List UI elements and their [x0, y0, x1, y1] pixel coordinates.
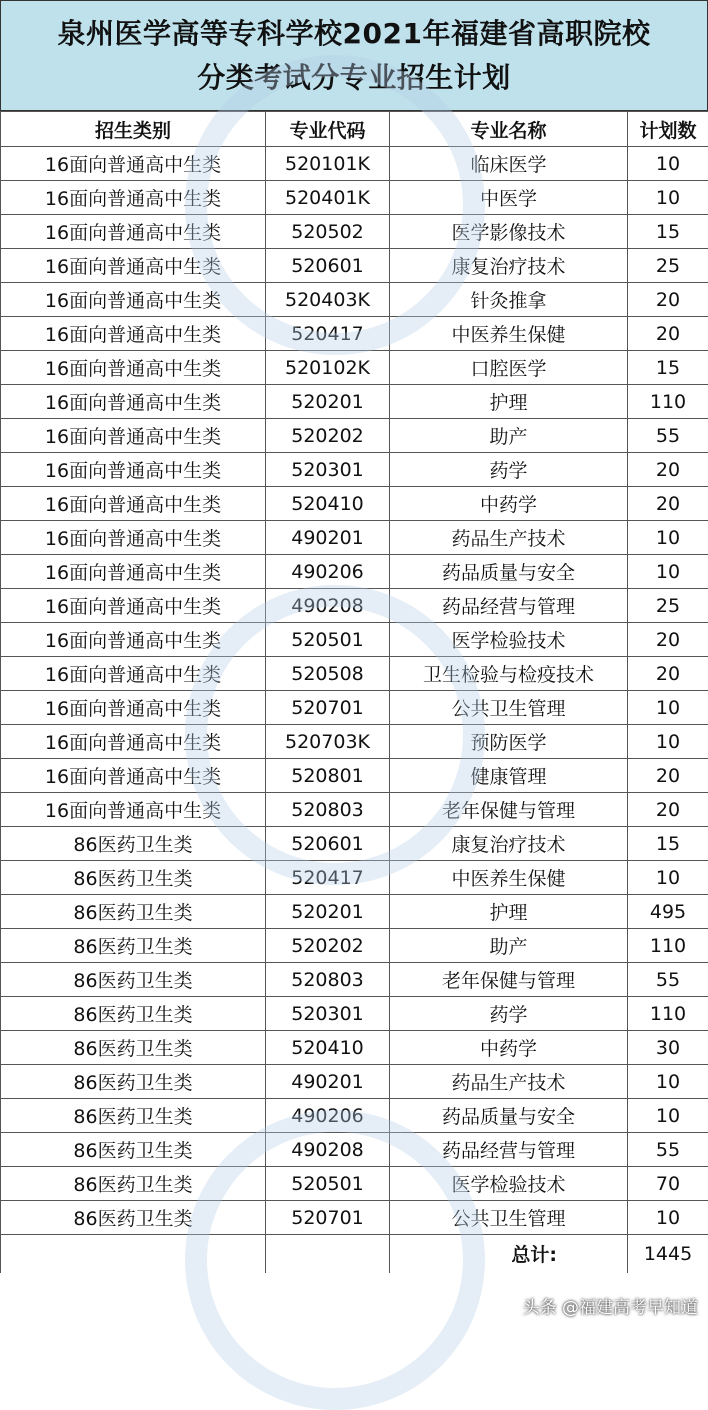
cell-major: 预防医学	[390, 725, 628, 759]
header-major: 专业名称	[390, 112, 628, 147]
document-title	[0, 0, 708, 111]
cell-code: 520202	[266, 929, 390, 963]
cell-category: 86医药卫生类	[1, 827, 266, 861]
cell-category: 16面向普通高中生类	[1, 147, 266, 181]
total-label: 总计:	[390, 1235, 628, 1273]
cell-plan-count: 10	[628, 1099, 708, 1133]
cell-category: 86医药卫生类	[1, 895, 266, 929]
title-line-2: 分类考试分专业招生计划	[197, 56, 511, 100]
cell-major: 临床医学	[390, 147, 628, 181]
table-row	[1, 215, 708, 249]
cell-code: 520601	[266, 249, 390, 283]
total-empty-1	[1, 1235, 266, 1273]
cell-plan-count: 55	[628, 419, 708, 453]
total-value: 1445	[628, 1235, 708, 1273]
cell-code: 520701	[266, 691, 390, 725]
cell-category: 86医药卫生类	[1, 1133, 266, 1167]
cell-category: 16面向普通高中生类	[1, 759, 266, 793]
cell-code: 520703K	[266, 725, 390, 759]
cell-major: 药学	[390, 997, 628, 1031]
cell-plan-count: 10	[628, 725, 708, 759]
cell-plan-count: 10	[628, 555, 708, 589]
cell-major: 老年保健与管理	[390, 793, 628, 827]
cell-major: 药品经营与管理	[390, 1133, 628, 1167]
cell-major: 口腔医学	[390, 351, 628, 385]
table-row	[1, 453, 708, 487]
cell-major: 健康管理	[390, 759, 628, 793]
table-row	[1, 181, 708, 215]
cell-plan-count: 20	[628, 317, 708, 351]
cell-plan-count: 110	[628, 929, 708, 963]
cell-code: 490206	[266, 555, 390, 589]
cell-category: 16面向普通高中生类	[1, 725, 266, 759]
cell-major: 医学影像技术	[390, 215, 628, 249]
cell-plan-count: 20	[628, 487, 708, 521]
cell-major: 中医学	[390, 181, 628, 215]
table-row	[1, 249, 708, 283]
cell-plan-count: 10	[628, 181, 708, 215]
cell-major: 公共卫生管理	[390, 1201, 628, 1235]
cell-code: 520501	[266, 1167, 390, 1201]
cell-code: 490201	[266, 1065, 390, 1099]
cell-code: 520410	[266, 1031, 390, 1065]
cell-plan-count: 25	[628, 249, 708, 283]
cell-plan-count: 15	[628, 827, 708, 861]
cell-plan-count: 10	[628, 147, 708, 181]
table-row	[1, 691, 708, 725]
table-row	[1, 657, 708, 691]
table-row	[1, 487, 708, 521]
table-row	[1, 929, 708, 963]
cell-category: 16面向普通高中生类	[1, 623, 266, 657]
cell-major: 助产	[390, 929, 628, 963]
table-row	[1, 725, 708, 759]
cell-plan-count: 10	[628, 861, 708, 895]
cell-major: 卫生检验与检疫技术	[390, 657, 628, 691]
cell-code: 520403K	[266, 283, 390, 317]
cell-major: 药品经营与管理	[390, 589, 628, 623]
cell-category: 86医药卫生类	[1, 997, 266, 1031]
cell-category: 16面向普通高中生类	[1, 283, 266, 317]
table-row	[1, 283, 708, 317]
cell-major: 护理	[390, 895, 628, 929]
cell-code: 520301	[266, 453, 390, 487]
cell-code: 490201	[266, 521, 390, 555]
cell-plan-count: 25	[628, 589, 708, 623]
cell-category: 16面向普通高中生类	[1, 521, 266, 555]
cell-major: 康复治疗技术	[390, 249, 628, 283]
cell-category: 86医药卫生类	[1, 963, 266, 997]
cell-plan-count: 10	[628, 521, 708, 555]
cell-major: 康复治疗技术	[390, 827, 628, 861]
cell-code: 520501	[266, 623, 390, 657]
cell-major: 医学检验技术	[390, 1167, 628, 1201]
cell-plan-count: 110	[628, 385, 708, 419]
cell-plan-count: 20	[628, 453, 708, 487]
cell-category: 16面向普通高中生类	[1, 589, 266, 623]
cell-plan-count: 20	[628, 657, 708, 691]
cell-code: 520502	[266, 215, 390, 249]
header-plan-count: 计划数	[628, 112, 708, 147]
cell-category: 86医药卫生类	[1, 1201, 266, 1235]
cell-plan-count: 55	[628, 1133, 708, 1167]
table-row	[1, 419, 708, 453]
cell-code: 520401K	[266, 181, 390, 215]
cell-major: 中药学	[390, 1031, 628, 1065]
total-row	[1, 1235, 708, 1273]
table-row	[1, 1065, 708, 1099]
cell-plan-count: 55	[628, 963, 708, 997]
table-row	[1, 827, 708, 861]
cell-code: 520803	[266, 793, 390, 827]
cell-plan-count: 20	[628, 793, 708, 827]
cell-plan-count: 15	[628, 215, 708, 249]
cell-major: 药学	[390, 453, 628, 487]
table-row	[1, 351, 708, 385]
cell-code: 490206	[266, 1099, 390, 1133]
title-line-1: 泉州医学高等专科学校2021年福建省高职院校	[58, 12, 651, 56]
cell-plan-count: 20	[628, 283, 708, 317]
cell-category: 16面向普通高中生类	[1, 657, 266, 691]
cell-category: 16面向普通高中生类	[1, 419, 266, 453]
table-row	[1, 759, 708, 793]
cell-code: 520201	[266, 385, 390, 419]
cell-category: 16面向普通高中生类	[1, 793, 266, 827]
table-row	[1, 555, 708, 589]
table-row	[1, 793, 708, 827]
table-row	[1, 895, 708, 929]
table-row	[1, 1167, 708, 1201]
cell-plan-count: 20	[628, 759, 708, 793]
cell-plan-count: 495	[628, 895, 708, 929]
cell-code: 520801	[266, 759, 390, 793]
cell-plan-count: 10	[628, 1065, 708, 1099]
cell-category: 86医药卫生类	[1, 1031, 266, 1065]
cell-plan-count: 10	[628, 691, 708, 725]
cell-category: 86医药卫生类	[1, 861, 266, 895]
cell-major: 中药学	[390, 487, 628, 521]
cell-code: 520701	[266, 1201, 390, 1235]
cell-code: 520417	[266, 861, 390, 895]
cell-category: 16面向普通高中生类	[1, 453, 266, 487]
cell-code: 490208	[266, 1133, 390, 1167]
cell-code: 520102K	[266, 351, 390, 385]
cell-major: 针灸推拿	[390, 283, 628, 317]
cell-category: 16面向普通高中生类	[1, 351, 266, 385]
header-code: 专业代码	[266, 112, 390, 147]
cell-category: 16面向普通高中生类	[1, 555, 266, 589]
cell-code: 520410	[266, 487, 390, 521]
table-row	[1, 1133, 708, 1167]
cell-category: 16面向普通高中生类	[1, 487, 266, 521]
cell-category: 86医药卫生类	[1, 1099, 266, 1133]
table-row	[1, 997, 708, 1031]
footer-credit: 头条 @福建高考早知道	[523, 1293, 698, 1318]
cell-category: 86医药卫生类	[1, 1065, 266, 1099]
table-row	[1, 317, 708, 351]
table-row	[1, 1201, 708, 1235]
cell-major: 护理	[390, 385, 628, 419]
table-row	[1, 385, 708, 419]
cell-code: 520601	[266, 827, 390, 861]
cell-code: 520417	[266, 317, 390, 351]
cell-category: 16面向普通高中生类	[1, 317, 266, 351]
cell-major: 医学检验技术	[390, 623, 628, 657]
cell-category: 16面向普通高中生类	[1, 249, 266, 283]
table-row	[1, 147, 708, 181]
cell-major: 公共卫生管理	[390, 691, 628, 725]
cell-plan-count: 15	[628, 351, 708, 385]
cell-category: 16面向普通高中生类	[1, 385, 266, 419]
cell-major: 药品生产技术	[390, 521, 628, 555]
table-row	[1, 1031, 708, 1065]
cell-major: 中医养生保健	[390, 861, 628, 895]
cell-category: 16面向普通高中生类	[1, 215, 266, 249]
total-empty-2	[266, 1235, 390, 1273]
header-category: 招生类别	[1, 112, 266, 147]
cell-major: 老年保健与管理	[390, 963, 628, 997]
cell-plan-count: 110	[628, 997, 708, 1031]
table-row	[1, 861, 708, 895]
cell-code: 520508	[266, 657, 390, 691]
cell-major: 药品质量与安全	[390, 1099, 628, 1133]
cell-plan-count: 20	[628, 623, 708, 657]
cell-category: 16面向普通高中生类	[1, 691, 266, 725]
cell-code: 520101K	[266, 147, 390, 181]
cell-code: 520301	[266, 997, 390, 1031]
cell-plan-count: 10	[628, 1201, 708, 1235]
cell-major: 中医养生保健	[390, 317, 628, 351]
cell-code: 520803	[266, 963, 390, 997]
cell-category: 86医药卫生类	[1, 1167, 266, 1201]
cell-major: 药品生产技术	[390, 1065, 628, 1099]
cell-category: 16面向普通高中生类	[1, 181, 266, 215]
table-row	[1, 521, 708, 555]
table-header-row	[1, 112, 708, 147]
cell-major: 药品质量与安全	[390, 555, 628, 589]
cell-plan-count: 30	[628, 1031, 708, 1065]
cell-code: 490208	[266, 589, 390, 623]
cell-plan-count: 70	[628, 1167, 708, 1201]
cell-major: 助产	[390, 419, 628, 453]
table-row	[1, 623, 708, 657]
table-row	[1, 589, 708, 623]
cell-code: 520202	[266, 419, 390, 453]
table-row	[1, 1099, 708, 1133]
cell-code: 520201	[266, 895, 390, 929]
table-row	[1, 963, 708, 997]
cell-category: 86医药卫生类	[1, 929, 266, 963]
enrollment-plan-table	[0, 111, 708, 1273]
